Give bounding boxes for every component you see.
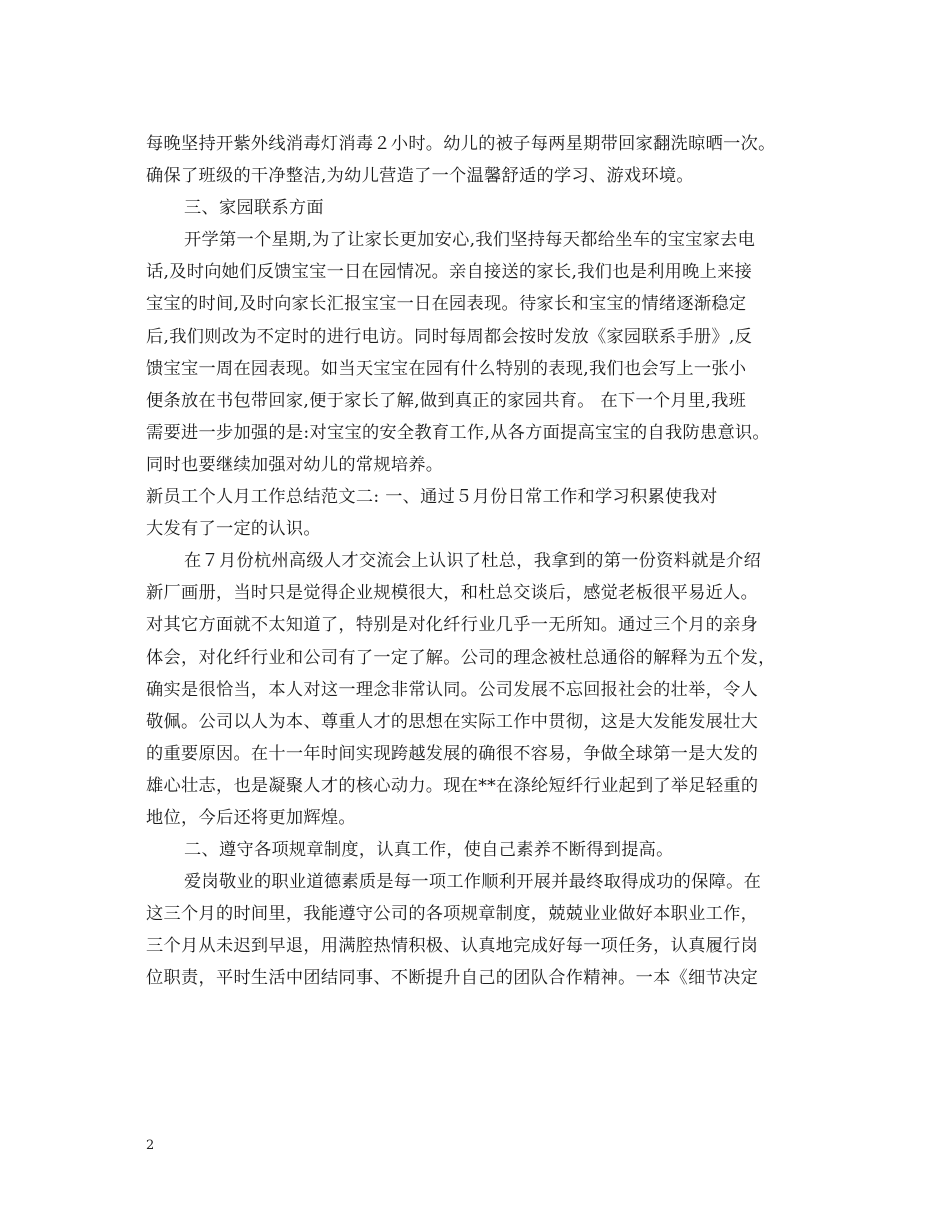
text-line: 同时也要继续加强对幼儿的常规培养。: [146, 454, 444, 475]
text-line: 需要进一步加强的是:对宝宝的安全教育工作,从各方面提高宝宝的自我防患意识。: [146, 422, 770, 443]
text-line: 爱岗敬业的职业道德素质是每一项工作顺利开展并最终取得成功的保障。在: [184, 872, 762, 893]
section-heading: 二、遵守各项规章制度，认真工作，使自己素养不断得到提高。: [184, 840, 674, 861]
text-line: 这三个月的时间里，我能遵守公司的各项规章制度，兢兢业业做好本职业工作，: [146, 904, 759, 925]
text-line: 地位，今后还将更加辉煌。: [146, 807, 356, 828]
text-line: 宝宝的时间,及时向家长汇报宝宝一日在园表现。待家长和宝宝的情绪逐渐稳定: [146, 294, 747, 315]
text-line: 每晚坚持开紫外线消毒灯消毒２小时。幼儿的被子每两星期带回家翻洗晾晒一次。: [146, 134, 776, 154]
text-line: 确保了班级的干净整洁,为幼儿营造了一个温馨舒适的学习、游戏环境。: [146, 166, 694, 187]
text-line: 馈宝宝一周在园表现。如当天宝宝在园有什么特别的表现,我们也会写上一张小: [146, 358, 747, 379]
text-line: 确实是很恰当，本人对这一理念非常认同。公司发展不忘回报社会的壮举，令人: [146, 679, 759, 700]
text-line: 对其它方面就不太知道了，特别是对化纤行业几乎一无所知。通过三个月的亲身: [146, 615, 759, 636]
document-body: [146, 128, 826, 995]
text-line: 新厂画册，当时只是觉得企业规模很大，和杜总交谈后，感觉老板很平易近人。: [146, 583, 759, 604]
text-line: 体会，对化纤行业和公司有了一定了解。公司的理念被杜总通俗的解释为五个发，: [146, 647, 776, 668]
text-line: 开学第一个星期,为了让家长更加安心,我们坚持每天都给坐车的宝宝家去电: [184, 230, 756, 251]
section-title-line: 新员工个人月工作总结范文二: 一、通过５月份日常工作和学习积累使我对: [146, 487, 718, 508]
text-line: 的重要原因。在十一年时间实现跨越发展的确很不容易，争做全球第一是大发的: [146, 743, 759, 764]
text-line: 后,我们则改为不定时的进行电访。同时每周都会按时发放《家园联系手册》,反: [146, 326, 753, 347]
page-number: 2: [146, 1138, 155, 1153]
text-line: 便条放在书包带回家,便于家长了解,做到真正的家园共育。 在下一个月里,我班: [146, 390, 747, 411]
text-line: 敬佩。公司以人为本、尊重人才的思想在实际工作中贯彻，这是大发能发展壮大: [146, 711, 759, 732]
text-line: 大发有了一定的认识。: [146, 519, 321, 540]
text-line: 位职责，平时生活中团结同事、不断提升自己的团队合作精神。一本《细节决定: [146, 968, 759, 989]
text-line: 雄心壮志，也是凝聚人才的核心动力。现在**在涤纶短纤行业起到了举足轻重的: [146, 775, 759, 796]
text-line: 在７月份杭州高级人才交流会上认识了杜总，我拿到的第一份资料就是介绍: [184, 551, 762, 572]
section-heading: 三、家园联系方面: [184, 198, 324, 219]
text-line: 三个月从未迟到早退，用满腔热情积极、认真地完成好每一项任务，认真履行岗: [146, 936, 759, 957]
text-line: 话,及时向她们反馈宝宝一日在园情况。亲自接送的家长,我们也是利用晚上来接: [146, 262, 753, 283]
